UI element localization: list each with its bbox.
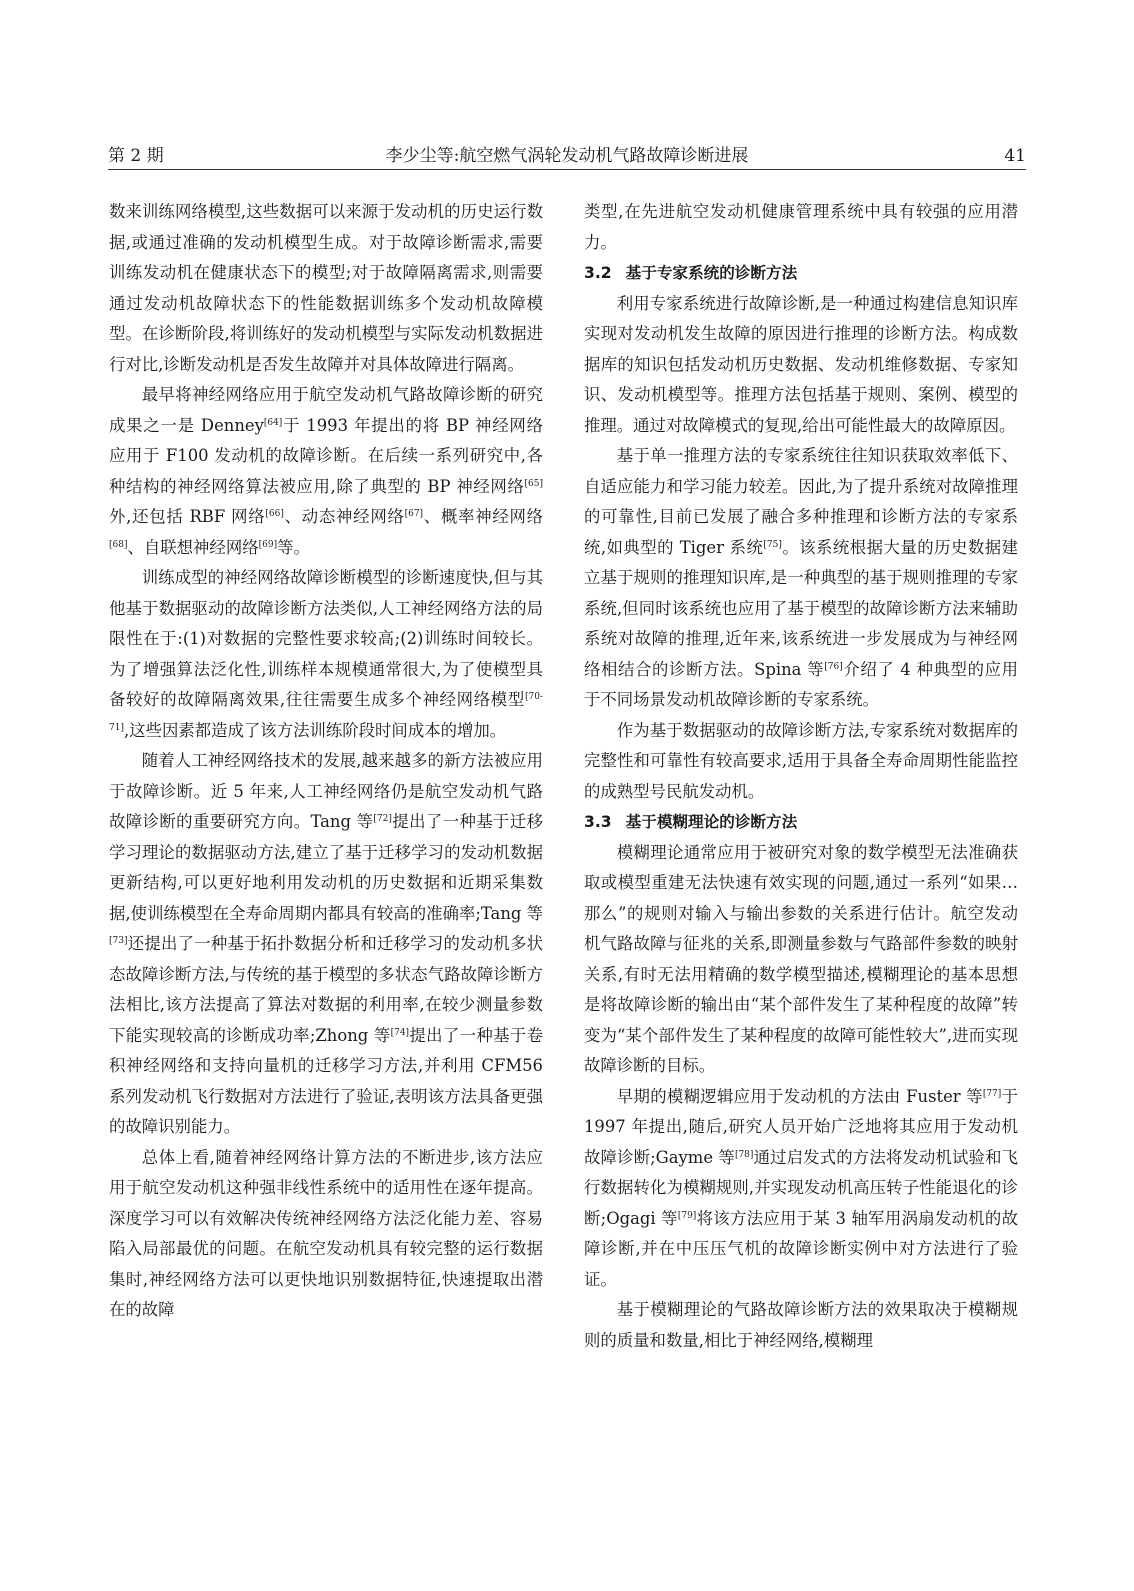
citation-ref: [72]	[373, 814, 392, 824]
citation-ref: [79]	[677, 1210, 697, 1221]
right-column	[584, 197, 1018, 1356]
citation-ref: [78]	[734, 1149, 754, 1160]
paragraph: 早期的模糊逻辑应用于发动机的方法由 Fuster 等[77]于 1997 年提出,随后,研究人员开始广泛地将其应用于发动机故障诊断;Gayme 等[78]通过启发式的方法将发动机试验和飞行数据转化为模糊规则,并实现发动机高压转子性能退化的诊断;Ogagi 等[79]将该方法应用于某 3 轴军用涡扇发动机的故障诊断,并在中压压气机的故障诊断实例中对方法进行了验证。	[584, 1086, 1019, 1289]
citation-ref: [76]	[824, 661, 843, 672]
paragraph: 随着人工神经网络技术的发展,越来越多的新方法被应用于故障诊断。近 5 年来,人工神经网络仍是航空发动机气路故障诊断的重要研究方向。Tang 等[72]提出了一种基于迁移学习理论的数据驱动方法,建立了基于迁移学习的发动机数据更新结构,可以更好地利用发动机的历史数据和近期采集数据,使训练模型在全寿命周期内都具有较高的准确率;Tang 等[73]还提出了一种基于拓扑数据分析和迁移学习的发动机多状态故障诊断方法,与传统的基于模型的多状态气路故障诊断方法相比,该方法提高了算法对数据的利用率,在较少测量参数下能实现较高的诊断成功率;Zhong 等[74]提出了一种基于卷积神经网络和支持向量机的迁移学习方法,并利用 CFM56 系列发动机飞行数据对方法进行了验证,表明该方法具备更强的故障识别能力。	[109, 751, 544, 1136]
paragraph: 训练成型的神经网络故障诊断模型的诊断速度快,但与其他基于数据驱动的故障诊断方法类似,人工神经网络方法的局限性在于:(1)对数据的完整性要求较高;(2)训练时间较长。为了增强算法泛化性,训练样本规模通常很大,为了使模型具备较好的故障隔离效果,往往需要生成多个神经网络模型[70-71],这些因素都造成了该方法训练阶段时间成本的增加。	[109, 568, 543, 740]
section-number: 3.2	[584, 264, 612, 282]
page-number: 41	[1004, 146, 1026, 166]
paragraph: 类型,在先进航空发动机健康管理系统中具有较强的应用潜力。	[584, 202, 1018, 252]
paragraph: 总体上看,随着神经网络计算方法的不断进步,该方法应用于航空发动机这种强非线性系统中的适用性在逐年提高。深度学习可以有效解决传统神经网络方法泛化能力差、容易陷入局部最优的问题。在航空发动机具有较完整的运行数据集时,神经网络方法可以更快地识别数据特征,快速提取出潜在的故障	[109, 1147, 543, 1319]
citation-ref: [75]	[763, 539, 782, 550]
paragraph: 模糊理论通常应用于被研究对象的数学模型无法准确获取或模型重建无法快速有效实现的问题,通过一系列“如果…那么”的规则对输入与输出参数的关系进行估计。航空发动机气路故障与征兆的关系,即测量参数与气路部件参数的映射关系,有时无法用精确的数学模型描述,模糊理论的基本思想是将故障诊断的输出由“某个部件发生了某种程度的故障”转变为“某个部件发生了某种程度的故障可能性较大”,进而实现故障诊断的目标。	[584, 842, 1018, 1075]
section-title: 基于模糊理论的诊断方法	[625, 813, 798, 831]
paragraph: 基于单一推理方法的专家系统往往知识获取效率低下、自适应能力和学习能力较差。因此,为了提升系统对故障推理的可靠性,目前已发展了融合多种推理和诊断方法的专家系统,如典型的 Tiger 系统[75]。该系统根据大量的历史数据建立基于规则的推理知识库,是一种典型的基于规则推理的专家系统,但同时该系统也应用了基于模型的故障诊断方法来辅助系统对故障的推理,近年来,该系统进一步发展成为与神经网络相结合的诊断方法。Spina 等[76]介绍了 4 种典型的应用于不同场景发动机故障诊断的专家系统。	[584, 446, 1019, 709]
paragraph: 数来训练网络模型,这些数据可以来源于发动机的历史运行数据,或通过准确的发动机模型生成。对于故障诊断需求,需要训练发动机在健康状态下的模型;对于故障隔离需求,则需要通过发动机故障状态下的性能数据训练多个发动机故障模型。在诊断阶段,将训练好的发动机模型与实际发动机数据进行对比,诊断发动机是否发生故障并对具体故障进行隔离。	[109, 202, 543, 374]
section-number: 3.3	[584, 813, 612, 831]
citation-ref: [64]	[263, 417, 283, 428]
citation-ref: [74]	[390, 1027, 410, 1038]
section-heading	[584, 807, 1018, 838]
paragraph: 作为基于数据驱动的故障诊断方法,专家系统对数据库的完整性和可靠性有较高要求,适用于具备全寿命周期性能监控的成熟型号民航发动机。	[584, 720, 1018, 801]
citation-ref: [68]	[109, 539, 128, 550]
header-rule	[108, 169, 1026, 170]
paragraph: 最早将神经网络应用于航空发动机气路故障诊断的研究成果之一是 Denney[64]于 1993 年提出的将 BP 神经网络应用于 F100 发动机的故障诊断。在后续一系列研究中,各种结构的神经网络算法被应用,除了典型的 BP 神经网络[65]外,还包括 RBF 网络[66]、动态神经网络[67]、概率神经网络[68]、自联想神经网络[69]等。	[109, 385, 544, 557]
citation-ref: [65]	[524, 478, 543, 489]
citation-ref: [67]	[404, 509, 424, 519]
section-title: 基于专家系统的诊断方法	[625, 264, 798, 282]
issue-label: 第 2 期	[108, 146, 164, 166]
section-heading	[584, 258, 1018, 289]
paragraph: 基于模糊理论的气路故障诊断方法的效果取决于模糊规则的质量和数量,相比于神经网络,模糊理	[584, 1300, 1018, 1350]
citation-ref: [70-71]	[109, 692, 543, 733]
citation-ref: [73]	[109, 936, 128, 946]
running-title: 李少尘等:航空燃气涡轮发动机气路故障诊断进展	[385, 146, 749, 166]
paragraph: 利用专家系统进行故障诊断,是一种通过构建信息知识库实现对发动机发生故障的原因进行推理的诊断方法。构成数据库的知识包括发动机历史数据、发动机维修数据、专家知识、发动机模型等。推理方法包括基于规则、案例、模型的推理。通过对故障模式的复现,给出可能性最大的故障原因。	[584, 293, 1018, 435]
citation-ref: [66]	[265, 509, 284, 519]
running-header	[108, 142, 1026, 170]
citation-ref: [69]	[258, 539, 278, 550]
left-column	[109, 197, 543, 1326]
citation-ref: [77]	[982, 1088, 1002, 1099]
